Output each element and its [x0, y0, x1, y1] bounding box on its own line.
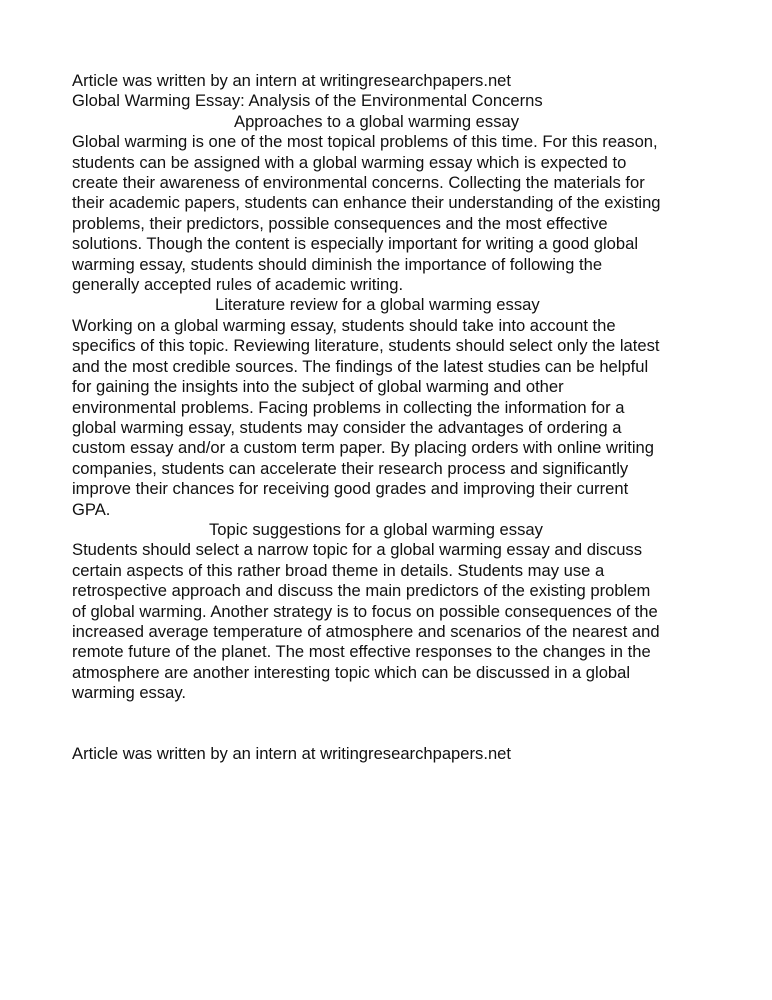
body-line: environmental problems. Facing problems in collecting the information for a: [72, 397, 625, 417]
body-line: solutions. Though the content is especially important for writing a good global: [72, 234, 639, 254]
body-line: their academic papers, students can enhance their understanding of the existing: [72, 193, 661, 213]
body-line: students can be assigned with a global warming essay which is expected to: [72, 152, 627, 172]
paragraph-spacer: [72, 704, 712, 745]
body-line: and the most credible sources. The findings of the latest studies can be helpful: [72, 356, 649, 376]
body-line: global warming essay, students may consider the advantages of ordering a: [72, 417, 622, 437]
body-line: warming essay, students should diminish the importance of following the: [72, 254, 603, 274]
body-line: specifics of this topic. Reviewing literature, students should select only the latest: [72, 336, 660, 356]
credit-bottom: Article was written by an intern at writingresearchpapers.net: [72, 744, 512, 764]
body-line: certain aspects of this rather broad theme in details. Students may use a: [72, 560, 605, 580]
section-body-approaches: [72, 132, 712, 295]
section-heading-topic-suggestions: Topic suggestions for a global warming essay: [209, 519, 543, 539]
body-line: Students should select a narrow topic for a global warming essay and discuss: [72, 540, 643, 560]
section-heading-approaches: Approaches to a global warming essay: [234, 111, 520, 131]
credit-top: Article was written by an intern at writingresearchpapers.net: [72, 71, 512, 90]
body-line: Global warming is one of the most topical problems of this time. For this reason,: [72, 132, 658, 152]
section-body-topic-suggestions: [72, 540, 712, 703]
body-line: improve their chances for receiving good grades and improving their current: [72, 479, 629, 499]
body-line: for gaining the insights into the subject of global warming and other: [72, 377, 564, 397]
body-line: increased average temperature of atmosphere and scenarios of the nearest and: [72, 621, 660, 641]
body-line: problems, their predictors, possible consequences and the most effective: [72, 213, 608, 233]
section-body-literature-review: [72, 316, 712, 520]
body-line: retrospective approach and discuss the main predictors of the existing problem: [72, 581, 651, 601]
body-line: of global warming. Another strategy is to focus on possible consequences of the: [72, 601, 658, 621]
body-line: atmosphere are another interesting topic which can be discussed in a global: [72, 662, 631, 682]
body-line: companies, students can accelerate their research process and significantly: [72, 458, 629, 478]
body-line: custom essay and/or a custom term paper. By placing orders with online writing: [72, 438, 654, 458]
body-line: create their awareness of environmental concerns. Collecting the materials for: [72, 173, 645, 193]
document-page: [72, 71, 712, 765]
body-line: generally accepted rules of academic writing.: [72, 275, 404, 295]
body-line: Working on a global warming essay, students should take into account the: [72, 315, 616, 335]
body-line: GPA.: [72, 499, 111, 519]
body-line: warming essay.: [72, 683, 187, 703]
section-heading-literature-review: Literature review for a global warming essay: [215, 295, 540, 315]
body-line: remote future of the planet. The most effective responses to the changes in the: [72, 642, 651, 662]
document-title: Global Warming Essay: Analysis of the Environmental Concerns: [72, 91, 543, 111]
